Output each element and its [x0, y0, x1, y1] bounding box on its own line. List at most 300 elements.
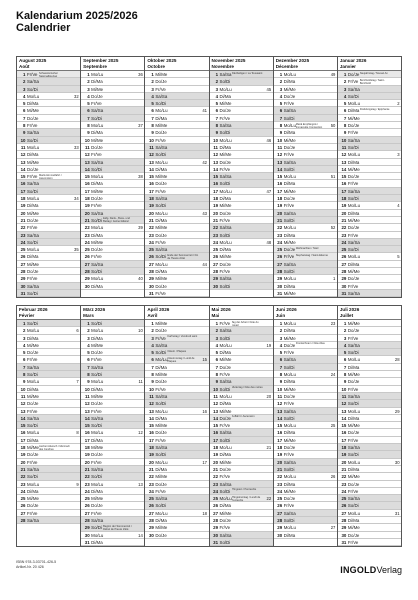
- month-header: [81, 57, 144, 71]
- weekday-label: Mi/Me: [347, 166, 360, 172]
- day-number: 15: [213, 174, 219, 180]
- day-row: [145, 275, 208, 282]
- day-number: 11: [20, 393, 26, 399]
- day-row: [17, 166, 80, 173]
- week-number: 18: [202, 510, 208, 516]
- day-row: [17, 495, 80, 502]
- week-number: 21: [266, 445, 272, 451]
- day-row: [17, 349, 80, 356]
- day-number: 27: [148, 510, 154, 516]
- day-row: [17, 275, 80, 282]
- weekday-label: Do/Je: [347, 430, 360, 436]
- weekday-label: Di/Ma: [219, 196, 231, 202]
- day-row: [338, 239, 401, 246]
- weekday-label: Do/Je: [27, 503, 39, 509]
- day-number: 28: [84, 269, 90, 275]
- day-row: [210, 71, 273, 78]
- weekday-label: Do/Je: [27, 269, 39, 275]
- weekday-label: Sa/Sa: [219, 72, 232, 77]
- weekday-label: Mo/Lu: [155, 510, 168, 516]
- day-number: 19: [341, 203, 347, 209]
- weekday-label: Fr/Ve: [283, 452, 295, 458]
- weekday-label: Mi/Me: [283, 386, 296, 392]
- weekday-label: Do/Je: [155, 232, 167, 238]
- day-number: 30: [341, 283, 347, 289]
- day-row: [210, 437, 273, 444]
- day-number: 18: [277, 196, 283, 202]
- day-row: [274, 159, 337, 166]
- day-row: [274, 356, 337, 363]
- day-row: [210, 539, 273, 546]
- day-number: 5: [23, 101, 26, 107]
- weekday-label: Di/Ma: [155, 269, 167, 275]
- day-row: [338, 495, 401, 502]
- month-column: [17, 306, 81, 547]
- day-row: [81, 356, 144, 363]
- weekday-label: Do/Je: [155, 379, 167, 385]
- day-number: 24: [213, 239, 219, 245]
- day-row: [145, 437, 208, 444]
- month-header: [274, 57, 337, 71]
- day-number: 7: [23, 115, 26, 121]
- weekday-label: Mi/Me: [347, 372, 360, 378]
- weekday-label: Mi/Me: [91, 86, 104, 92]
- weekday-label: Mo/Lu: [155, 159, 168, 165]
- day-row: [145, 166, 208, 173]
- day-number: 24: [148, 488, 154, 494]
- month-name-fr: Décembre: [275, 63, 298, 69]
- day-row: [81, 510, 144, 517]
- weekday-label: Mi/Me: [347, 474, 360, 480]
- month-name-de: Februar 2026: [19, 307, 48, 312]
- weekday-label: So/Di: [219, 437, 231, 443]
- day-row: [274, 239, 337, 246]
- weekday-label: Fr/Ve: [283, 401, 295, 407]
- weekday-label: So/Di: [27, 188, 38, 194]
- day-number: 7: [87, 115, 90, 121]
- day-row: [145, 335, 208, 342]
- week-number: 26: [330, 474, 336, 480]
- day-number: 19: [20, 452, 26, 458]
- month-column: [17, 57, 81, 298]
- day-row: [338, 378, 401, 385]
- day-row: [210, 173, 273, 180]
- day-number: 8: [87, 372, 90, 378]
- weekday-label: Mi/Me: [27, 342, 39, 348]
- day-number: 8: [151, 372, 154, 378]
- day-row: [17, 444, 80, 451]
- day-number: 23: [277, 481, 283, 487]
- weekday-label: Mo/Lu: [283, 474, 296, 480]
- day-number: 3: [279, 335, 283, 341]
- weekday-label: Fr/Ve: [27, 357, 38, 363]
- day-row: [145, 451, 208, 458]
- weekday-label: Sa/Sa: [91, 108, 104, 114]
- day-row: [81, 386, 144, 393]
- weekday-label: Mi/Me: [283, 188, 296, 194]
- week-number: 22: [266, 496, 272, 502]
- weekday-label: Sa/Sa: [283, 159, 296, 165]
- day-row: [210, 224, 273, 231]
- day-number: 23: [20, 232, 26, 238]
- day-number: 4: [279, 342, 283, 348]
- weekday-label: Fr/Ve: [27, 174, 38, 180]
- day-row: [274, 137, 337, 144]
- weekday-label: So/Di: [27, 137, 38, 143]
- weekday-label: So/Di: [347, 350, 359, 356]
- day-number: 5: [215, 101, 219, 107]
- day-row: [338, 107, 401, 114]
- day-row: [145, 86, 208, 93]
- day-number: 23: [148, 481, 154, 487]
- weekday-label: Mo/Lu: [283, 225, 296, 231]
- month-name-fr: Mai: [211, 312, 220, 318]
- day-row: [338, 180, 401, 187]
- day-number: 17: [20, 188, 26, 194]
- month-column: [81, 306, 145, 547]
- day-row: [17, 268, 80, 275]
- day-row: [210, 180, 273, 187]
- weekday-label: Fr/Ve: [219, 474, 231, 480]
- day-number: 10: [148, 386, 154, 392]
- day-number: 19: [84, 452, 90, 458]
- month-name-de: Juli 2026: [339, 307, 360, 312]
- day-number: 4: [343, 342, 347, 348]
- day-number: 2: [215, 328, 219, 334]
- day-row: [338, 437, 401, 444]
- day-number: 25: [213, 247, 219, 253]
- day-row: [145, 429, 208, 436]
- month-header: [81, 306, 144, 320]
- day-row: [338, 137, 401, 144]
- day-row: [145, 356, 208, 363]
- day-number: 10: [84, 137, 90, 143]
- weekday-label: Di/Ma: [91, 386, 103, 392]
- weekday-label: Mi/Me: [347, 525, 360, 531]
- day-number: 29: [20, 276, 26, 282]
- day-number: 25: [84, 496, 90, 502]
- day-row: [338, 290, 401, 297]
- weekday-label: So/Di: [283, 518, 295, 524]
- day-row: [145, 495, 208, 502]
- day-row: [274, 151, 337, 158]
- weekday-label: Mo/Lu: [155, 459, 168, 465]
- day-row: [210, 400, 273, 407]
- day-number: 15: [341, 174, 347, 180]
- day-number: 31: [277, 290, 283, 296]
- day-row: [210, 378, 273, 385]
- day-row: [145, 100, 208, 107]
- day-row: [210, 159, 273, 166]
- day-row: [81, 115, 144, 122]
- day-number: 14: [341, 415, 347, 421]
- day-row: [210, 481, 273, 488]
- day-number: 15: [277, 174, 283, 180]
- day-row: [17, 415, 80, 422]
- day-row: [210, 261, 273, 268]
- day-number: 29: [213, 276, 219, 282]
- weekday-label: Do/Je: [155, 481, 167, 487]
- day-number: 12: [277, 152, 283, 158]
- day-number: 25: [341, 247, 347, 253]
- weekday-label: So/Di: [91, 474, 102, 480]
- day-number: 6: [215, 357, 219, 363]
- weekday-label: Do/Je: [347, 328, 360, 334]
- day-number: 22: [20, 225, 26, 231]
- day-row: [145, 320, 208, 327]
- day-number: 12: [213, 152, 219, 158]
- day-row: [17, 246, 80, 253]
- day-number: 8: [23, 372, 26, 378]
- weekday-label: So/Di: [27, 290, 38, 296]
- day-row: [210, 246, 273, 253]
- day-number: 18: [213, 445, 219, 451]
- weekday-label: Mi/Me: [283, 290, 296, 296]
- day-number: 25: [148, 247, 154, 253]
- day-number: 27: [213, 510, 219, 516]
- weekday-label: So/Di: [347, 247, 359, 253]
- day-number: 25: [84, 247, 90, 253]
- day-row: [17, 107, 80, 114]
- logo-bold: INGOLD: [340, 565, 377, 575]
- week-number: 1: [333, 276, 336, 282]
- weekday-label: Mo/Lu: [91, 532, 104, 538]
- day-number: 30: [213, 283, 219, 289]
- weekday-label: Mo/Lu: [91, 123, 104, 129]
- day-number: 25: [20, 496, 26, 502]
- weekday-label: Fr/Ve: [219, 423, 231, 429]
- day-row: [210, 217, 273, 224]
- day-number: 28: [84, 518, 90, 524]
- week-number: 16: [202, 408, 208, 414]
- day-number: 26: [341, 503, 347, 509]
- article-number: Artikel-Nr. 20 426: [16, 565, 44, 569]
- day-number: 10: [148, 137, 154, 143]
- weekday-label: Sa/Sa: [155, 196, 168, 202]
- day-row: [81, 335, 144, 342]
- month-name-de: August 2025: [19, 58, 47, 63]
- day-number: 4: [87, 342, 90, 348]
- day-row: [210, 320, 273, 327]
- day-row: [145, 290, 208, 297]
- weekday-label: Fr/Ve: [283, 203, 295, 209]
- day-row: [210, 188, 273, 195]
- day-number: 1: [343, 72, 347, 77]
- weekday-label: Mi/Me: [219, 510, 232, 516]
- weekday-label: Mi/Me: [219, 203, 232, 209]
- day-row: [338, 210, 401, 217]
- day-number: 23: [84, 481, 90, 487]
- day-row: [338, 408, 401, 415]
- weekday-label: So/Di: [91, 423, 102, 429]
- day-number: 21: [84, 217, 90, 223]
- weekday-label: Mo/Lu: [155, 210, 168, 216]
- weekday-label: Di/Ma: [27, 386, 39, 392]
- day-row: [274, 93, 337, 100]
- day-number: 17: [148, 437, 154, 443]
- day-row: [17, 290, 80, 297]
- day-number: 5: [279, 101, 283, 107]
- weekday-label: Mo/Lu: [27, 430, 40, 436]
- weekday-label: So/Di: [91, 166, 102, 172]
- day-number: 20: [20, 210, 26, 216]
- day-number: 5: [87, 101, 90, 107]
- day-number: 23: [341, 232, 347, 238]
- day-row: [274, 210, 337, 217]
- month-name-fr: Janvier: [339, 63, 356, 69]
- day-number: 22: [148, 225, 154, 231]
- day-number: 16: [213, 181, 219, 187]
- week-number: 33: [74, 144, 79, 150]
- day-number: 26: [213, 503, 219, 509]
- day-row: [17, 451, 80, 458]
- day-number: 16: [20, 181, 26, 187]
- day-number: 12: [84, 152, 90, 158]
- day-row: [81, 202, 144, 209]
- day-number: 31: [20, 290, 26, 296]
- day-row: [145, 364, 208, 371]
- day-number: 8: [343, 123, 347, 129]
- day-number: 18: [213, 196, 219, 202]
- day-row: [17, 239, 80, 246]
- day-number: 1: [215, 321, 219, 326]
- weekday-label: Mi/Me: [283, 335, 296, 341]
- week-number: 12: [138, 430, 143, 436]
- day-number: 20: [213, 210, 219, 216]
- day-row: [17, 202, 80, 209]
- weekday-label: Sa/Sa: [219, 328, 232, 334]
- day-number: 30: [84, 283, 90, 289]
- day-row: [145, 349, 208, 356]
- weekday-label: Fr/Ve: [219, 166, 231, 172]
- day-row: [274, 217, 337, 224]
- weekday-label: Mo/Lu: [283, 525, 296, 531]
- weekday-label: Mi/Me: [91, 137, 104, 143]
- day-row: [210, 459, 273, 466]
- day-row: [274, 173, 337, 180]
- day-number: 15: [277, 423, 283, 429]
- day-number: 29: [341, 525, 347, 531]
- day-number: 5: [343, 101, 347, 107]
- day-row: [210, 253, 273, 260]
- day-number: 2: [215, 79, 219, 85]
- weekday-label: So/Di: [27, 86, 38, 92]
- day-number: 12: [341, 152, 347, 158]
- day-row: [338, 144, 401, 151]
- weekday-label: Mi/Me: [155, 423, 168, 429]
- day-row: [274, 261, 337, 268]
- day-row: [210, 210, 273, 217]
- day-row: [338, 283, 401, 290]
- weekday-label: So/Di: [347, 452, 359, 458]
- week-number: 20: [266, 393, 272, 399]
- day-number: 27: [20, 510, 26, 516]
- footer: [16, 560, 56, 570]
- weekday-label: Mi/Me: [155, 276, 168, 282]
- day-row: [81, 495, 144, 502]
- weekday-label: So/Di: [347, 503, 359, 509]
- weekday-label: Mo/Lu: [91, 72, 104, 77]
- week-number: 23: [330, 321, 336, 326]
- weekday-label: So/Di: [91, 217, 102, 223]
- weekday-label: Mo/Lu: [283, 423, 296, 429]
- day-row: [274, 364, 337, 371]
- day-number: 12: [148, 401, 154, 407]
- weekday-label: Di/Ma: [283, 79, 296, 85]
- weekday-label: Mo/Lu: [283, 372, 296, 378]
- weekday-label: Do/Je: [155, 532, 167, 538]
- weekday-label: Fr/Ve: [219, 115, 231, 121]
- week-number: 35: [74, 247, 79, 253]
- month-name-fr: Juillet: [339, 312, 354, 318]
- day-row: [17, 393, 80, 400]
- weekday-label: Sa/Sa: [91, 159, 104, 165]
- day-number: 14: [277, 415, 283, 421]
- day-number: 22: [341, 225, 347, 231]
- day-number: 15: [20, 423, 26, 429]
- weekday-label: Do/Je: [155, 130, 167, 136]
- day-row: [210, 408, 273, 415]
- day-number: 13: [148, 159, 154, 165]
- day-row: [210, 86, 273, 93]
- day-number: 2: [87, 79, 90, 85]
- day-row: [81, 239, 144, 246]
- day-number: 9: [151, 130, 154, 136]
- day-number: 3: [215, 335, 219, 341]
- weekday-label: Mi/Me: [91, 239, 104, 245]
- day-number: 17: [341, 437, 347, 443]
- weekday-label: So/Di: [155, 101, 167, 107]
- day-number: 28: [20, 269, 26, 275]
- day-row: [338, 400, 401, 407]
- day-row: [17, 320, 80, 327]
- day-row: [338, 188, 401, 195]
- day-row: [274, 115, 337, 122]
- weekday-label: Do/Je: [347, 225, 360, 231]
- day-row: [274, 517, 337, 524]
- day-row: [338, 327, 401, 334]
- day-row: [338, 364, 401, 371]
- day-row: [338, 335, 401, 342]
- weekday-label: Mo/Lu: [27, 328, 40, 334]
- day-number: 13: [341, 408, 347, 414]
- day-row: [274, 400, 337, 407]
- day-row: [81, 349, 144, 356]
- week-number: 8: [76, 430, 79, 436]
- day-row: [210, 349, 273, 356]
- day-row: [338, 459, 401, 466]
- day-number: 10: [20, 137, 26, 143]
- page-header: [16, 10, 138, 34]
- weekday-label: Mo/Lu: [91, 276, 104, 282]
- weekday-label: Mo/Lu: [91, 379, 104, 385]
- day-row: [338, 261, 401, 268]
- day-row: [17, 356, 80, 363]
- day-row: [17, 481, 80, 488]
- day-number: 16: [148, 430, 154, 436]
- weekday-label: Mi/Me: [219, 459, 232, 465]
- weekday-label: Fr/Ve: [155, 188, 166, 194]
- day-row: [81, 393, 144, 400]
- weekday-label: Mo/Lu: [219, 137, 232, 143]
- month-name-fr: Mars: [83, 312, 94, 318]
- weekday-label: Mo/Lu: [27, 144, 40, 150]
- day-row: [210, 342, 273, 349]
- day-row: [274, 502, 337, 509]
- day-row: [81, 444, 144, 451]
- day-row: [210, 386, 273, 393]
- calendar-half-1: [16, 56, 402, 297]
